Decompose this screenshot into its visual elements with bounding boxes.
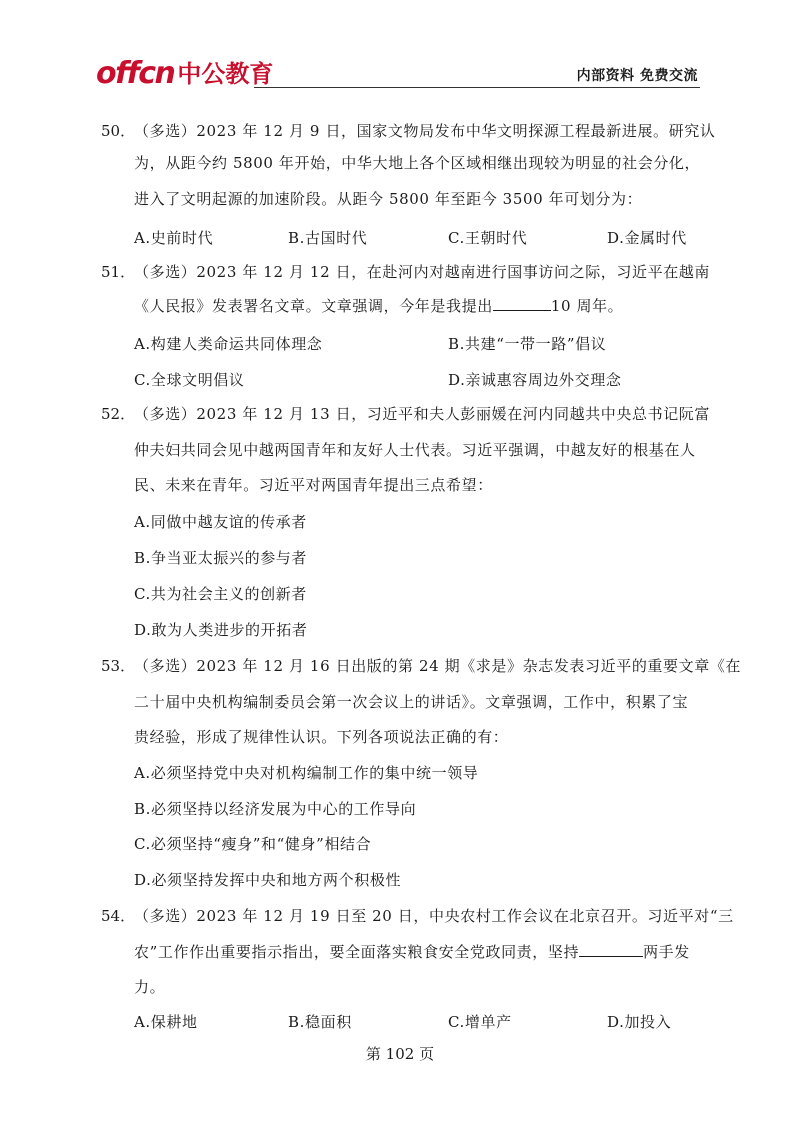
question-52-line-1: （多选）2023 年 12 月 13 日，习近平和夫人彭丽媛在河内同越共中央总书记阮富 [134,405,710,423]
question-51-number: 51． [101,263,136,281]
header-tagline: 内部资料 免费交流 [576,68,698,84]
question-54-line-2-tail: 两手发 [643,943,690,961]
question-53-option-c: C.必须坚持“瘦身”和“健身”相结合 [134,835,372,853]
question-52-line-3: 民、未来在青年。习近平对两国青年提出三点希望： [134,476,493,494]
question-53-line-2: 二十届中央机构编制委员会第一次会议上的讲话》。文章强调，工作中，积累了宝 [134,693,689,711]
question-54-line-1: （多选）2023 年 12 月 19 日至 20 日，中央农村工作会议在北京召开。习近平对“三 [134,907,734,925]
offcn-logo [96,56,274,91]
question-53-option-b: B.必须坚持以经济发展为中心的工作导向 [134,800,417,818]
question-51-line-1: （多选）2023 年 12 月 12 日，在赴河内对越南进行国事访问之际，习近平在越南 [134,263,710,281]
question-50-option-c: C.王朝时代 [448,229,528,247]
question-50-option-d: D.金属时代 [607,229,687,247]
question-53-option-a: A.必须坚持党中央对机构编制工作的集中统一领导 [134,764,479,782]
question-54-option-d: D.加投入 [607,1013,672,1031]
question-50-line-2: 为，从距今约 5800 年开始，中华大地上各个区域相继出现较为明显的社会分化， [134,154,701,172]
question-54-line-2 [134,942,690,962]
question-51-line-2-tail: 10 周年。 [550,297,624,315]
logo-chinese: 中公教育 [177,60,274,88]
answer-blank [579,942,643,957]
question-51-line-2-text: 《人民报》发表署名文章。文章强调，今年是我提出 [134,297,493,315]
question-52-option-d: D.敢为人类进步的开拓者 [134,621,308,639]
question-52-option-c: C.共为社会主义的创新者 [134,585,307,603]
question-54-line-2-text: 农”工作作出重要指示指出，要全面落实粮食安全党政同责，坚持 [134,943,580,961]
question-54-number: 54． [101,907,136,925]
logo-latin: offcn [96,56,175,91]
question-54-option-a: A.保耕地 [134,1013,198,1031]
header-rule [254,87,700,88]
question-53-line-1: （多选）2023 年 12 月 16 日出版的第 24 期《求是》杂志发表习近平的重要文章《在 [134,657,742,675]
question-51-option-d: D.亲诚惠容周边外交理念 [448,371,622,389]
question-54-option-b: B.稳面积 [288,1013,352,1031]
question-53-option-d: D.必须坚持发挥中央和地方两个积极性 [134,871,402,889]
question-51-option-a: A.构建人类命运共同体理念 [134,335,323,353]
page-header [96,56,700,90]
question-52-option-b: B.争当亚太振兴的参与者 [134,549,307,567]
question-51-line-2 [134,296,623,316]
answer-blank [493,296,551,311]
question-51-option-b: B.共建“一带一路”倡议 [448,335,607,353]
question-54-line-3: 力。 [134,978,166,996]
question-50-line-1: （多选）2023 年 12 月 9 日，国家文物局发布中华文明探源工程最新进展。研究认 [134,122,716,140]
question-52-line-2: 仲夫妇共同会见中越两国青年和友好人士代表。习近平强调，中越友好的根基在人 [134,441,696,459]
question-51-option-c: C.全球文明倡议 [134,371,245,389]
question-50-option-a: A.史前时代 [134,229,214,247]
page-number: 第 102 页 [365,1045,435,1063]
question-50-line-3: 进入了文明起源的加速阶段。从距今 5800 年至距今 3500 年可划分为： [134,190,643,208]
question-50-option-b: B.古国时代 [288,229,368,247]
question-54-option-c: C.增单产 [448,1013,512,1031]
question-53-line-3: 贵经验，形成了规律性认识。下列各项说法正确的有： [134,728,509,746]
question-52-option-a: A.同做中越友谊的传承者 [134,513,307,531]
question-50-number: 50． [101,122,136,140]
question-53-number: 53． [101,657,136,675]
question-52-number: 52． [101,405,136,423]
